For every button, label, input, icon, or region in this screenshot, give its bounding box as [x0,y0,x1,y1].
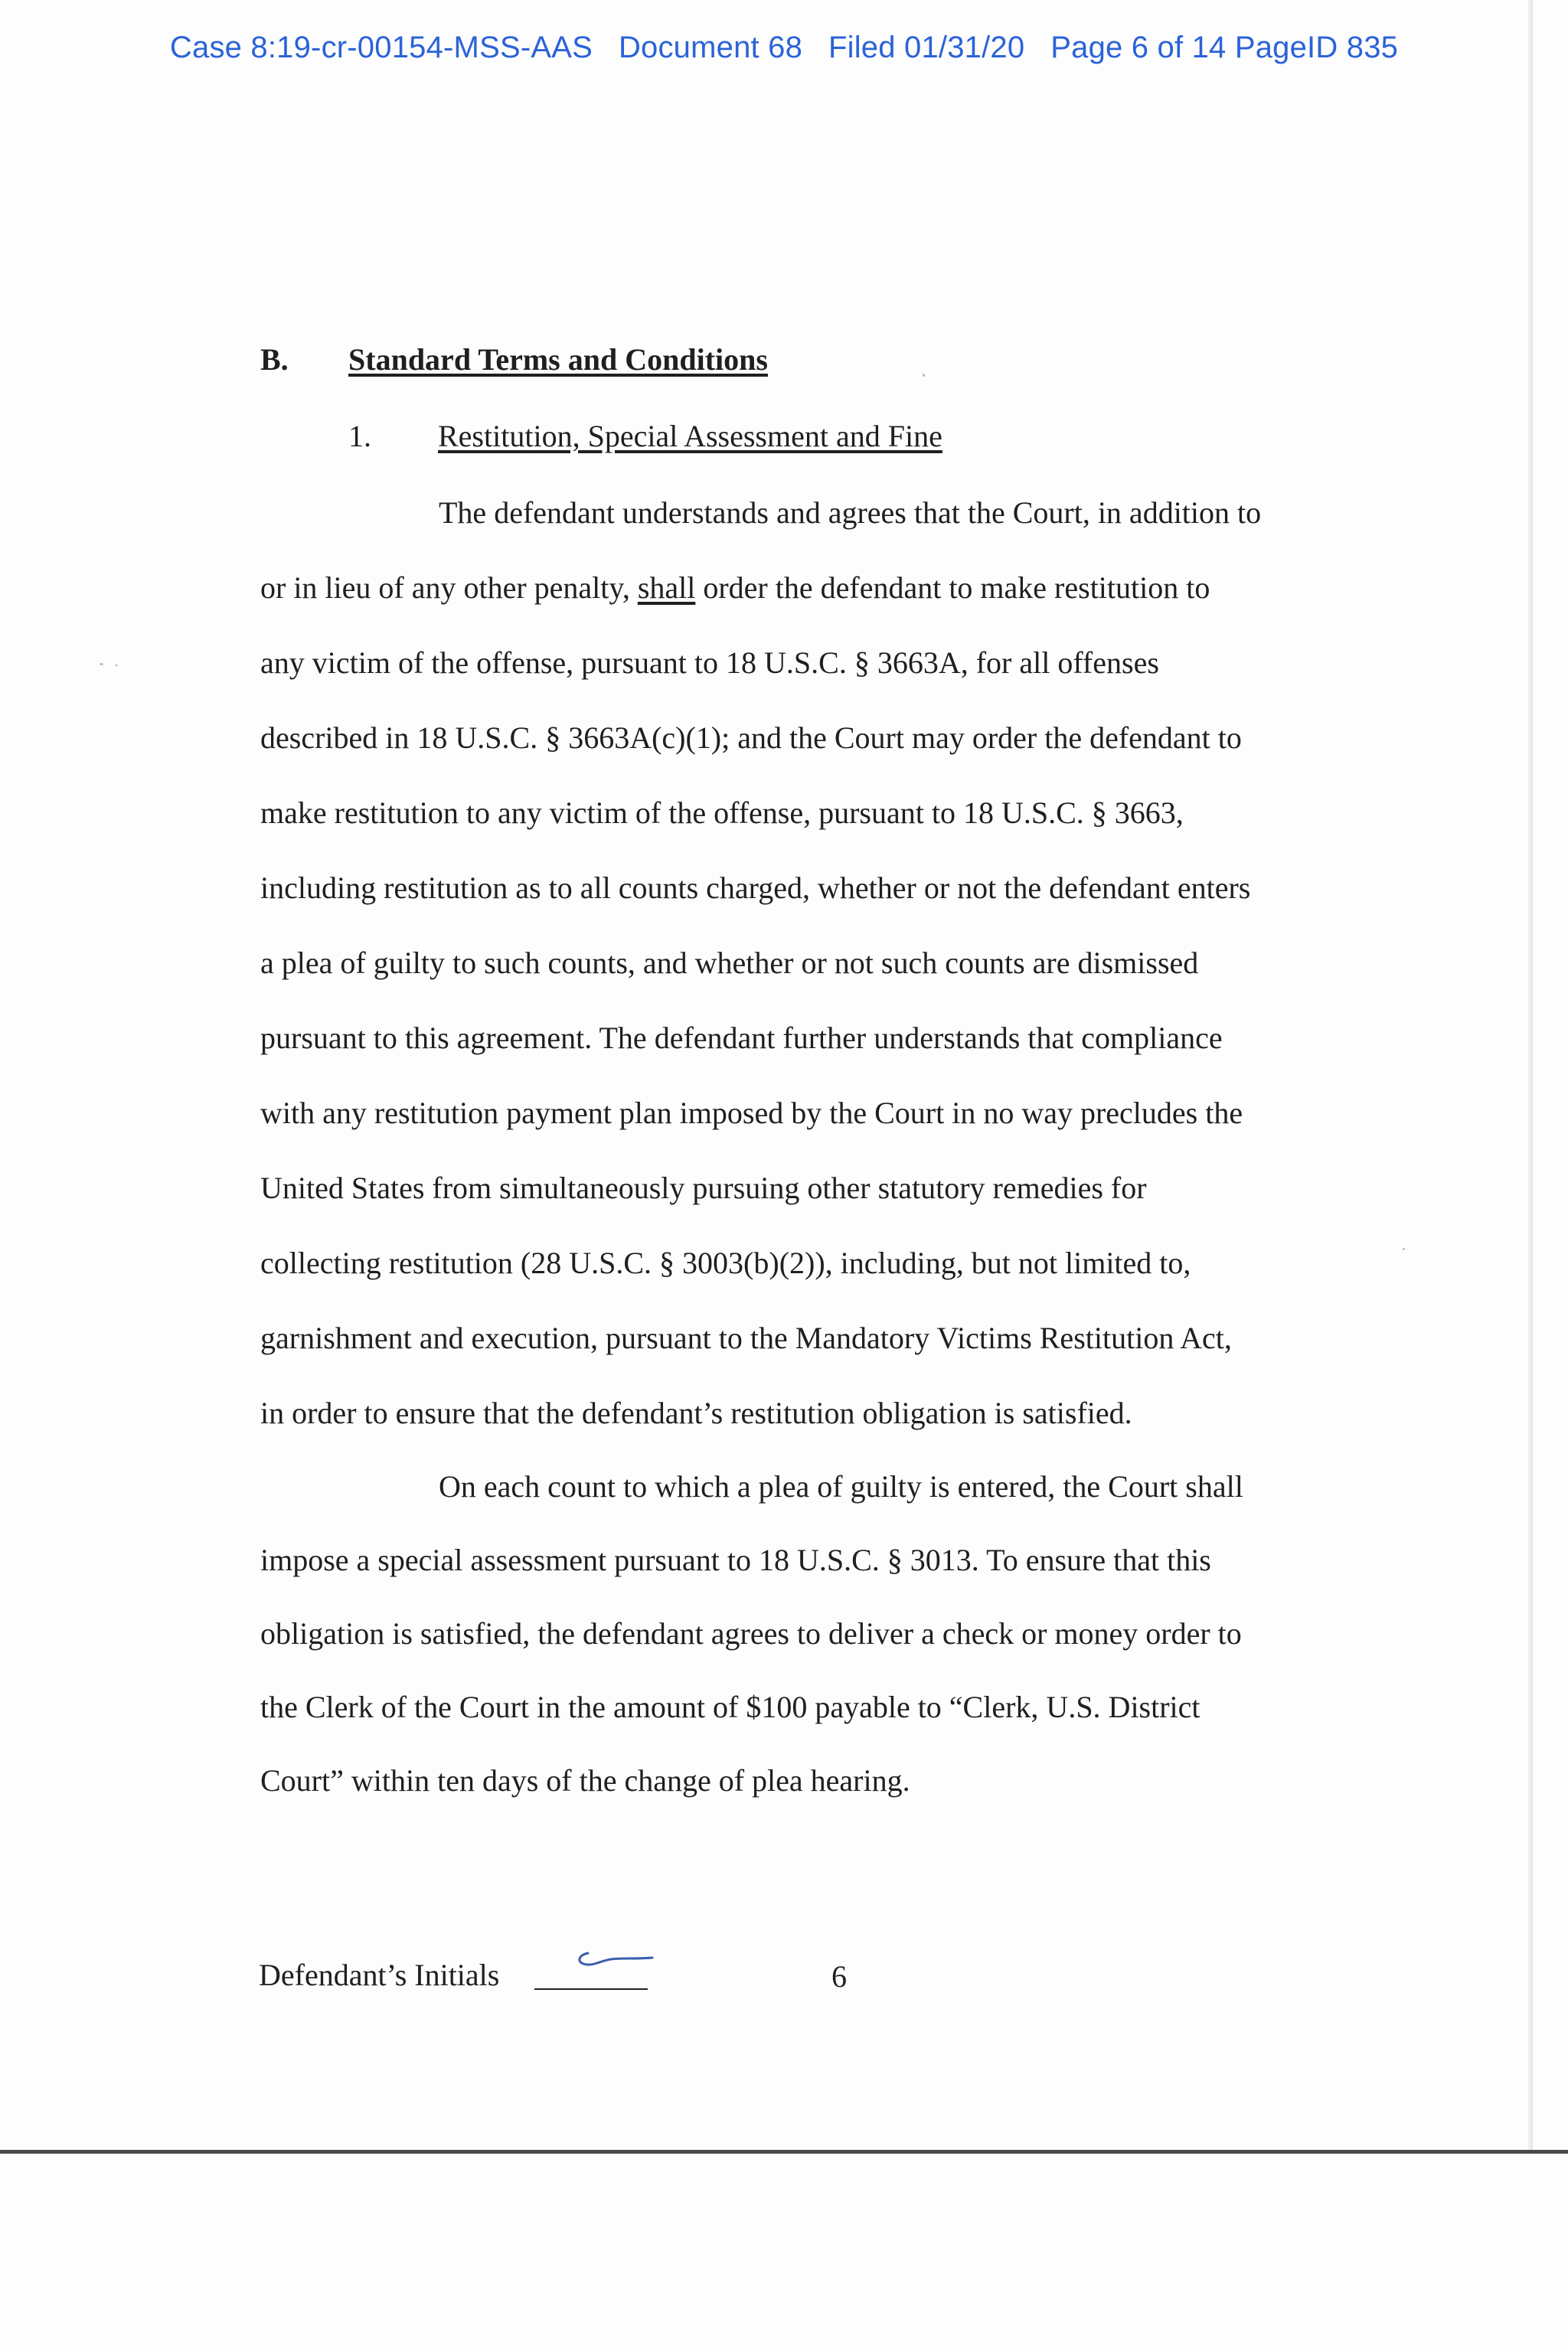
defendant-initials-label: Defendant’s Initials [259,1958,500,1992]
paragraph-line: the Clerk of the Court in the amount of $100 payable to “Clerk, U.S. District [260,1690,1200,1724]
below-page-area [0,2154,1568,2352]
line-segment: order the defendant to make restitution to [695,570,1210,605]
paragraph-line: Court” within ten days of the change of plea hearing. [260,1763,910,1798]
scan-speck [100,663,103,665]
scan-speck [115,665,118,666]
section-heading [260,341,768,377]
paragraph-line: described in 18 U.S.C. § 3663A(c)(1); and the Court may order the defendant to [260,720,1242,755]
section-title: Standard Terms and Conditions [348,342,768,377]
scan-speck [1403,1248,1405,1250]
page-number: 6 [831,1959,847,1994]
paragraph-line: The defendant understands and agrees that the Court, in addition to [439,495,1262,530]
paragraph-line: collecting restitution (28 U.S.C. § 3003(b)(2)), including, but not limited to, [260,1246,1191,1280]
line-segment: or in lieu of any other penalty, [260,570,638,605]
subsection-title: Restitution, Special Assessment and Fine [438,419,942,453]
paragraph-line: in order to ensure that the defendant’s restitution obligation is satisfied. [260,1396,1132,1430]
paragraph-line: any victim of the offense, pursuant to 18 U.S.C. § 3663A, for all offenses [260,645,1159,680]
court-filing-stamp: Case 8:19-cr-00154-MSS-AAS Document 68 Filed 01/31/20 Page 6 of 14 PageID 835 [169,31,1399,64]
paragraph-line [260,570,1210,606]
paragraph-line: garnishment and execution, pursuant to the Mandatory Victims Restitution Act, [260,1321,1232,1355]
initials-signature [567,1942,658,1981]
scan-edge [1528,0,1533,2151]
paragraph-line: including restitution as to all counts charged, whether or not the defendant enters [260,871,1251,905]
subsection-heading [348,418,942,454]
paragraph-line: obligation is satisfied, the defendant agrees to deliver a check or money order to [260,1616,1242,1651]
paragraph-line: United States from simultaneously pursuing other statutory remedies for [260,1171,1147,1205]
paragraph-line: with any restitution payment plan imposed by the Court in no way precludes the [260,1096,1243,1130]
paragraph-line: On each count to which a plea of guilty is entered, the Court shall [439,1469,1243,1504]
subsection-number: 1. [348,419,371,453]
initials-line [534,1988,648,1990]
paragraph-line: impose a special assessment pursuant to 18 U.S.C. § 3013. To ensure that this [260,1543,1211,1577]
paragraph-line: make restitution to any victim of the offense, pursuant to 18 U.S.C. § 3663, [260,795,1184,830]
paragraph-line: a plea of guilty to such counts, and whether or not such counts are dismissed [260,946,1199,980]
emphasis-underlined: shall [637,570,696,605]
section-letter: B. [260,342,289,377]
paragraph-line: pursuant to this agreement. The defendant further understands that compliance [260,1021,1223,1055]
scan-speck [923,374,925,377]
